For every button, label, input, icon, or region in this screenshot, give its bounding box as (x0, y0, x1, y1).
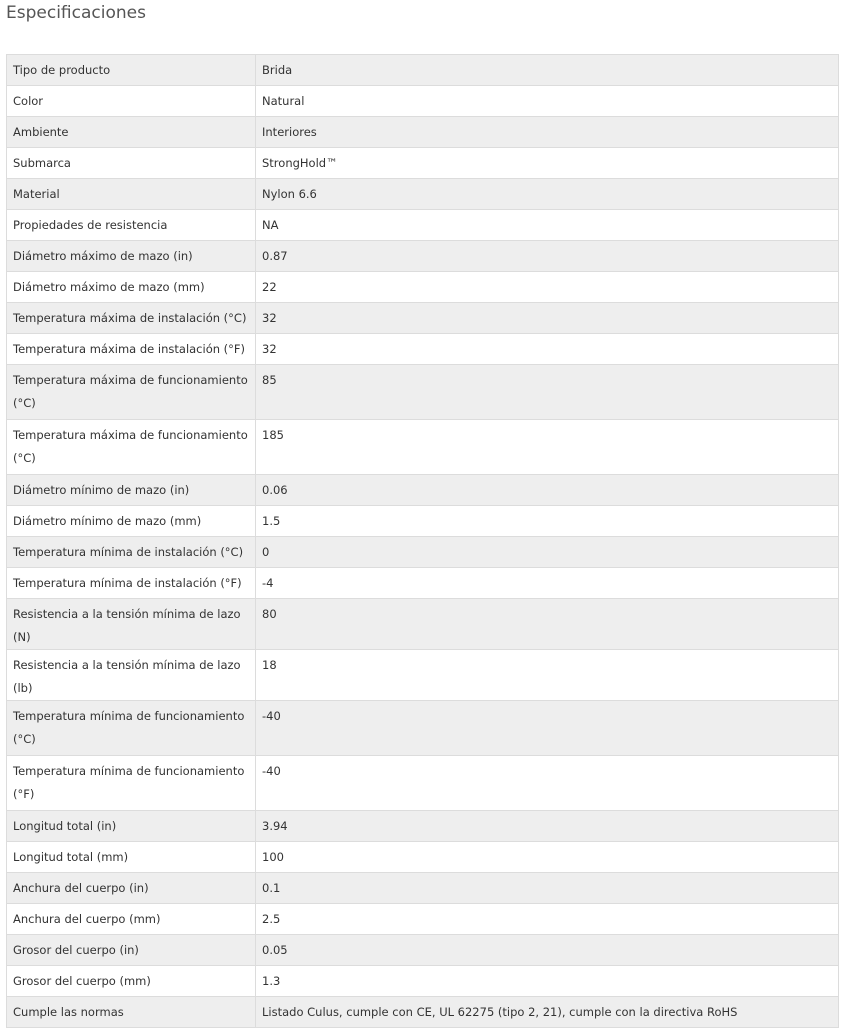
spec-label: Resistencia a la tensión mínima de lazo (N) (7, 599, 256, 650)
table-row (7, 904, 839, 935)
spec-label: Propiedades de resistencia (7, 210, 256, 241)
spec-value: Nylon 6.6 (256, 179, 839, 210)
spec-label: Ambiente (7, 117, 256, 148)
spec-value: 0.1 (256, 873, 839, 904)
spec-value: 2.5 (256, 904, 839, 935)
table-row (7, 997, 839, 1028)
spec-label: Cumple las normas (7, 997, 256, 1028)
spec-label: Temperatura máxima de funcionamiento (°C) (7, 420, 256, 475)
table-row (7, 86, 839, 117)
spec-value: 1.3 (256, 966, 839, 997)
spec-value: -40 (256, 756, 839, 811)
spec-label: Temperatura mínima de funcionamiento (°F) (7, 756, 256, 811)
spec-label: Temperatura máxima de funcionamiento (°C) (7, 365, 256, 420)
table-row (7, 117, 839, 148)
spec-value: Natural (256, 86, 839, 117)
spec-value: NA (256, 210, 839, 241)
spec-value: 185 (256, 420, 839, 475)
spec-label: Grosor del cuerpo (in) (7, 935, 256, 966)
spec-value: 3.94 (256, 811, 839, 842)
spec-label: Tipo de producto (7, 55, 256, 86)
spec-value: -4 (256, 568, 839, 599)
spec-label: Temperatura mínima de instalación (°C) (7, 537, 256, 568)
spec-label: Submarca (7, 148, 256, 179)
spec-value: 18 (256, 650, 839, 701)
spec-label: Temperatura máxima de instalación (°C) (7, 303, 256, 334)
table-row (7, 599, 839, 650)
specifications-table-body (7, 55, 839, 1028)
table-row (7, 420, 839, 475)
table-row (7, 506, 839, 537)
spec-label: Diámetro mínimo de mazo (mm) (7, 506, 256, 537)
spec-label: Temperatura mínima de funcionamiento (°C) (7, 701, 256, 756)
spec-value: 32 (256, 334, 839, 365)
table-row (7, 966, 839, 997)
spec-label: Anchura del cuerpo (mm) (7, 904, 256, 935)
table-row (7, 701, 839, 756)
spec-label: Resistencia a la tensión mínima de lazo (lb) (7, 650, 256, 701)
spec-value: 1.5 (256, 506, 839, 537)
spec-label: Temperatura máxima de instalación (°F) (7, 334, 256, 365)
table-row (7, 303, 839, 334)
table-row (7, 811, 839, 842)
spec-value: Listado Culus, cumple con CE, UL 62275 (tipo 2, 21), cumple con la directiva RoHS (256, 997, 839, 1028)
table-row (7, 334, 839, 365)
spec-value: 0.87 (256, 241, 839, 272)
table-row (7, 650, 839, 701)
spec-value: 85 (256, 365, 839, 420)
spec-label: Grosor del cuerpo (mm) (7, 966, 256, 997)
table-row (7, 210, 839, 241)
table-row (7, 475, 839, 506)
table-row (7, 179, 839, 210)
spec-value: 100 (256, 842, 839, 873)
spec-value: Brida (256, 55, 839, 86)
spec-label: Temperatura mínima de instalación (°F) (7, 568, 256, 599)
spec-label: Anchura del cuerpo (in) (7, 873, 256, 904)
spec-value: StrongHold™ (256, 148, 839, 179)
table-row (7, 55, 839, 86)
spec-label: Color (7, 86, 256, 117)
spec-label: Longitud total (in) (7, 811, 256, 842)
spec-label: Diámetro máximo de mazo (in) (7, 241, 256, 272)
spec-label: Diámetro máximo de mazo (mm) (7, 272, 256, 303)
spec-value: 0 (256, 537, 839, 568)
spec-label: Diámetro mínimo de mazo (in) (7, 475, 256, 506)
spec-label: Material (7, 179, 256, 210)
spec-value: 22 (256, 272, 839, 303)
spec-value: -40 (256, 701, 839, 756)
table-row (7, 148, 839, 179)
table-row (7, 873, 839, 904)
table-row (7, 537, 839, 568)
table-row (7, 365, 839, 420)
spec-value: 0.05 (256, 935, 839, 966)
table-row (7, 756, 839, 811)
spec-value: 32 (256, 303, 839, 334)
table-row (7, 241, 839, 272)
spec-label: Longitud total (mm) (7, 842, 256, 873)
spec-value: Interiores (256, 117, 839, 148)
page-title: Especificaciones (6, 3, 146, 23)
table-row (7, 272, 839, 303)
spec-value: 0.06 (256, 475, 839, 506)
table-row (7, 568, 839, 599)
spec-value: 80 (256, 599, 839, 650)
table-row (7, 935, 839, 966)
table-row (7, 842, 839, 873)
specifications-table (6, 54, 839, 1028)
